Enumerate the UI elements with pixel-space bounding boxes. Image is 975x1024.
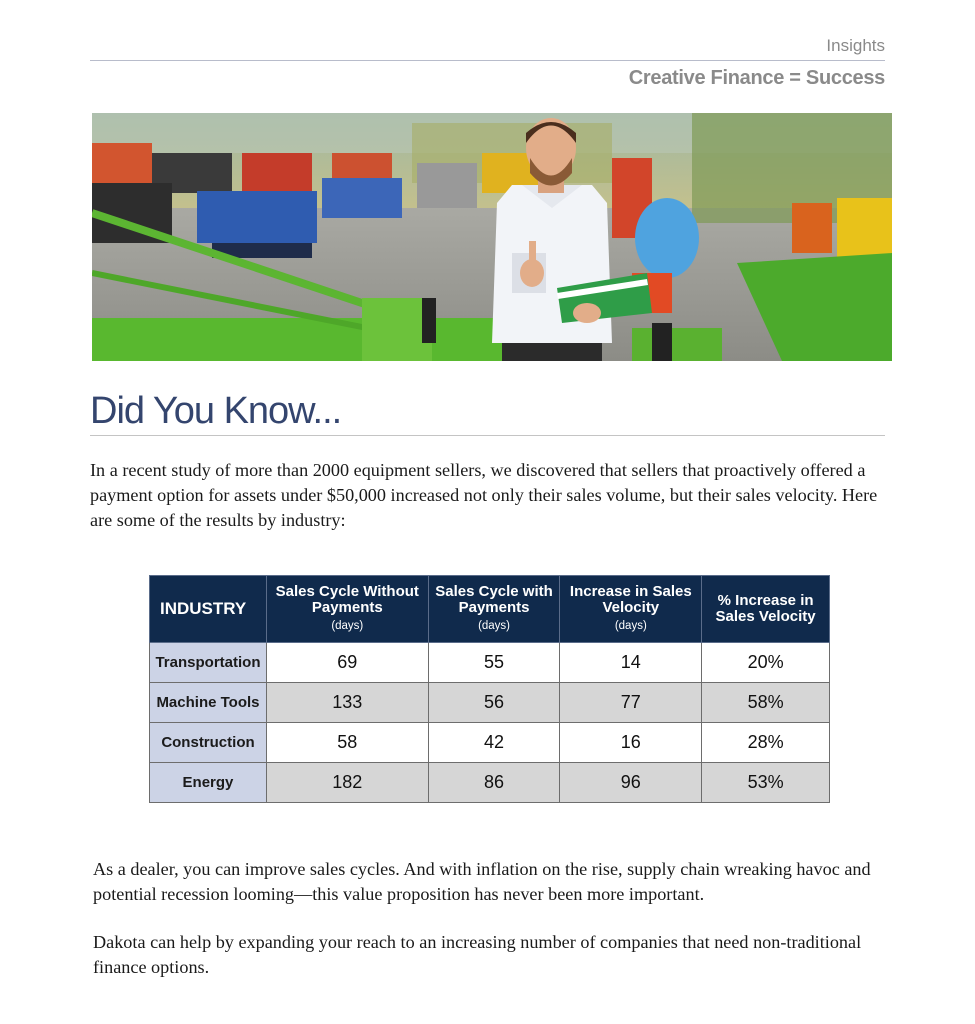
column-unit: (days)	[614, 620, 647, 632]
heading-divider	[90, 435, 885, 436]
results-table	[149, 575, 830, 803]
value-cell: 20%	[702, 643, 830, 683]
value-cell: 133	[266, 683, 428, 723]
column-header-pct-increase	[702, 576, 830, 643]
value-cell: 58%	[702, 683, 830, 723]
header-divider	[90, 60, 885, 61]
value-cell: 182	[266, 763, 428, 803]
industry-cell: Energy	[150, 763, 267, 803]
table-row	[150, 683, 830, 723]
column-title: Sales Cycle Without Payments	[275, 583, 419, 616]
column-title: % Increase in Sales Velocity	[715, 592, 816, 625]
industry-cell: Construction	[150, 723, 267, 763]
industry-cell: Machine Tools	[150, 683, 267, 723]
column-title: Increase in Sales Velocity	[569, 583, 692, 616]
value-cell: 42	[428, 723, 560, 763]
column-header-increase	[560, 576, 702, 643]
value-cell: 56	[428, 683, 560, 723]
section-label: Insights	[826, 36, 885, 55]
dakota-paragraph: Dakota can help by expanding your reach to an increasing number of companies that need non-traditional finance options.	[93, 932, 862, 977]
hero-photo	[92, 113, 892, 361]
table-row	[150, 763, 830, 803]
column-header-industry	[150, 576, 267, 643]
column-header-without-payments	[266, 576, 428, 643]
column-unit: (days)	[478, 620, 511, 632]
value-cell: 69	[266, 643, 428, 683]
value-cell: 55	[428, 643, 560, 683]
industry-cell: Transportation	[150, 643, 267, 683]
column-header-with-payments	[428, 576, 560, 643]
column-unit: (days)	[331, 620, 364, 632]
value-cell: 58	[266, 723, 428, 763]
dealer-paragraph: As a dealer, you can improve sales cycles. And with inflation on the rise, supply chain wreaking havoc and potential recession looming—this value proposition has never been more important.	[93, 859, 871, 904]
value-cell: 28%	[702, 723, 830, 763]
section-subtitle: Creative Finance = Success	[628, 67, 885, 89]
table-row	[150, 643, 830, 683]
table-header-row	[150, 576, 830, 643]
value-cell: 86	[428, 763, 560, 803]
value-cell: 14	[560, 643, 702, 683]
column-title: INDUSTRY	[160, 599, 247, 618]
value-cell: 77	[560, 683, 702, 723]
intro-paragraph: In a recent study of more than 2000 equipment sellers, we discovered that sellers that proactively offered a payment option for assets under $50,000 increased not only their sales volume, but their sales velocity. Here are some of the results by industry:	[90, 460, 878, 530]
value-cell: 16	[560, 723, 702, 763]
table-row	[150, 723, 830, 763]
page-heading: Did You Know...	[90, 390, 342, 432]
value-cell: 96	[560, 763, 702, 803]
value-cell: 53%	[702, 763, 830, 803]
column-title: Sales Cycle with Payments	[435, 583, 553, 616]
